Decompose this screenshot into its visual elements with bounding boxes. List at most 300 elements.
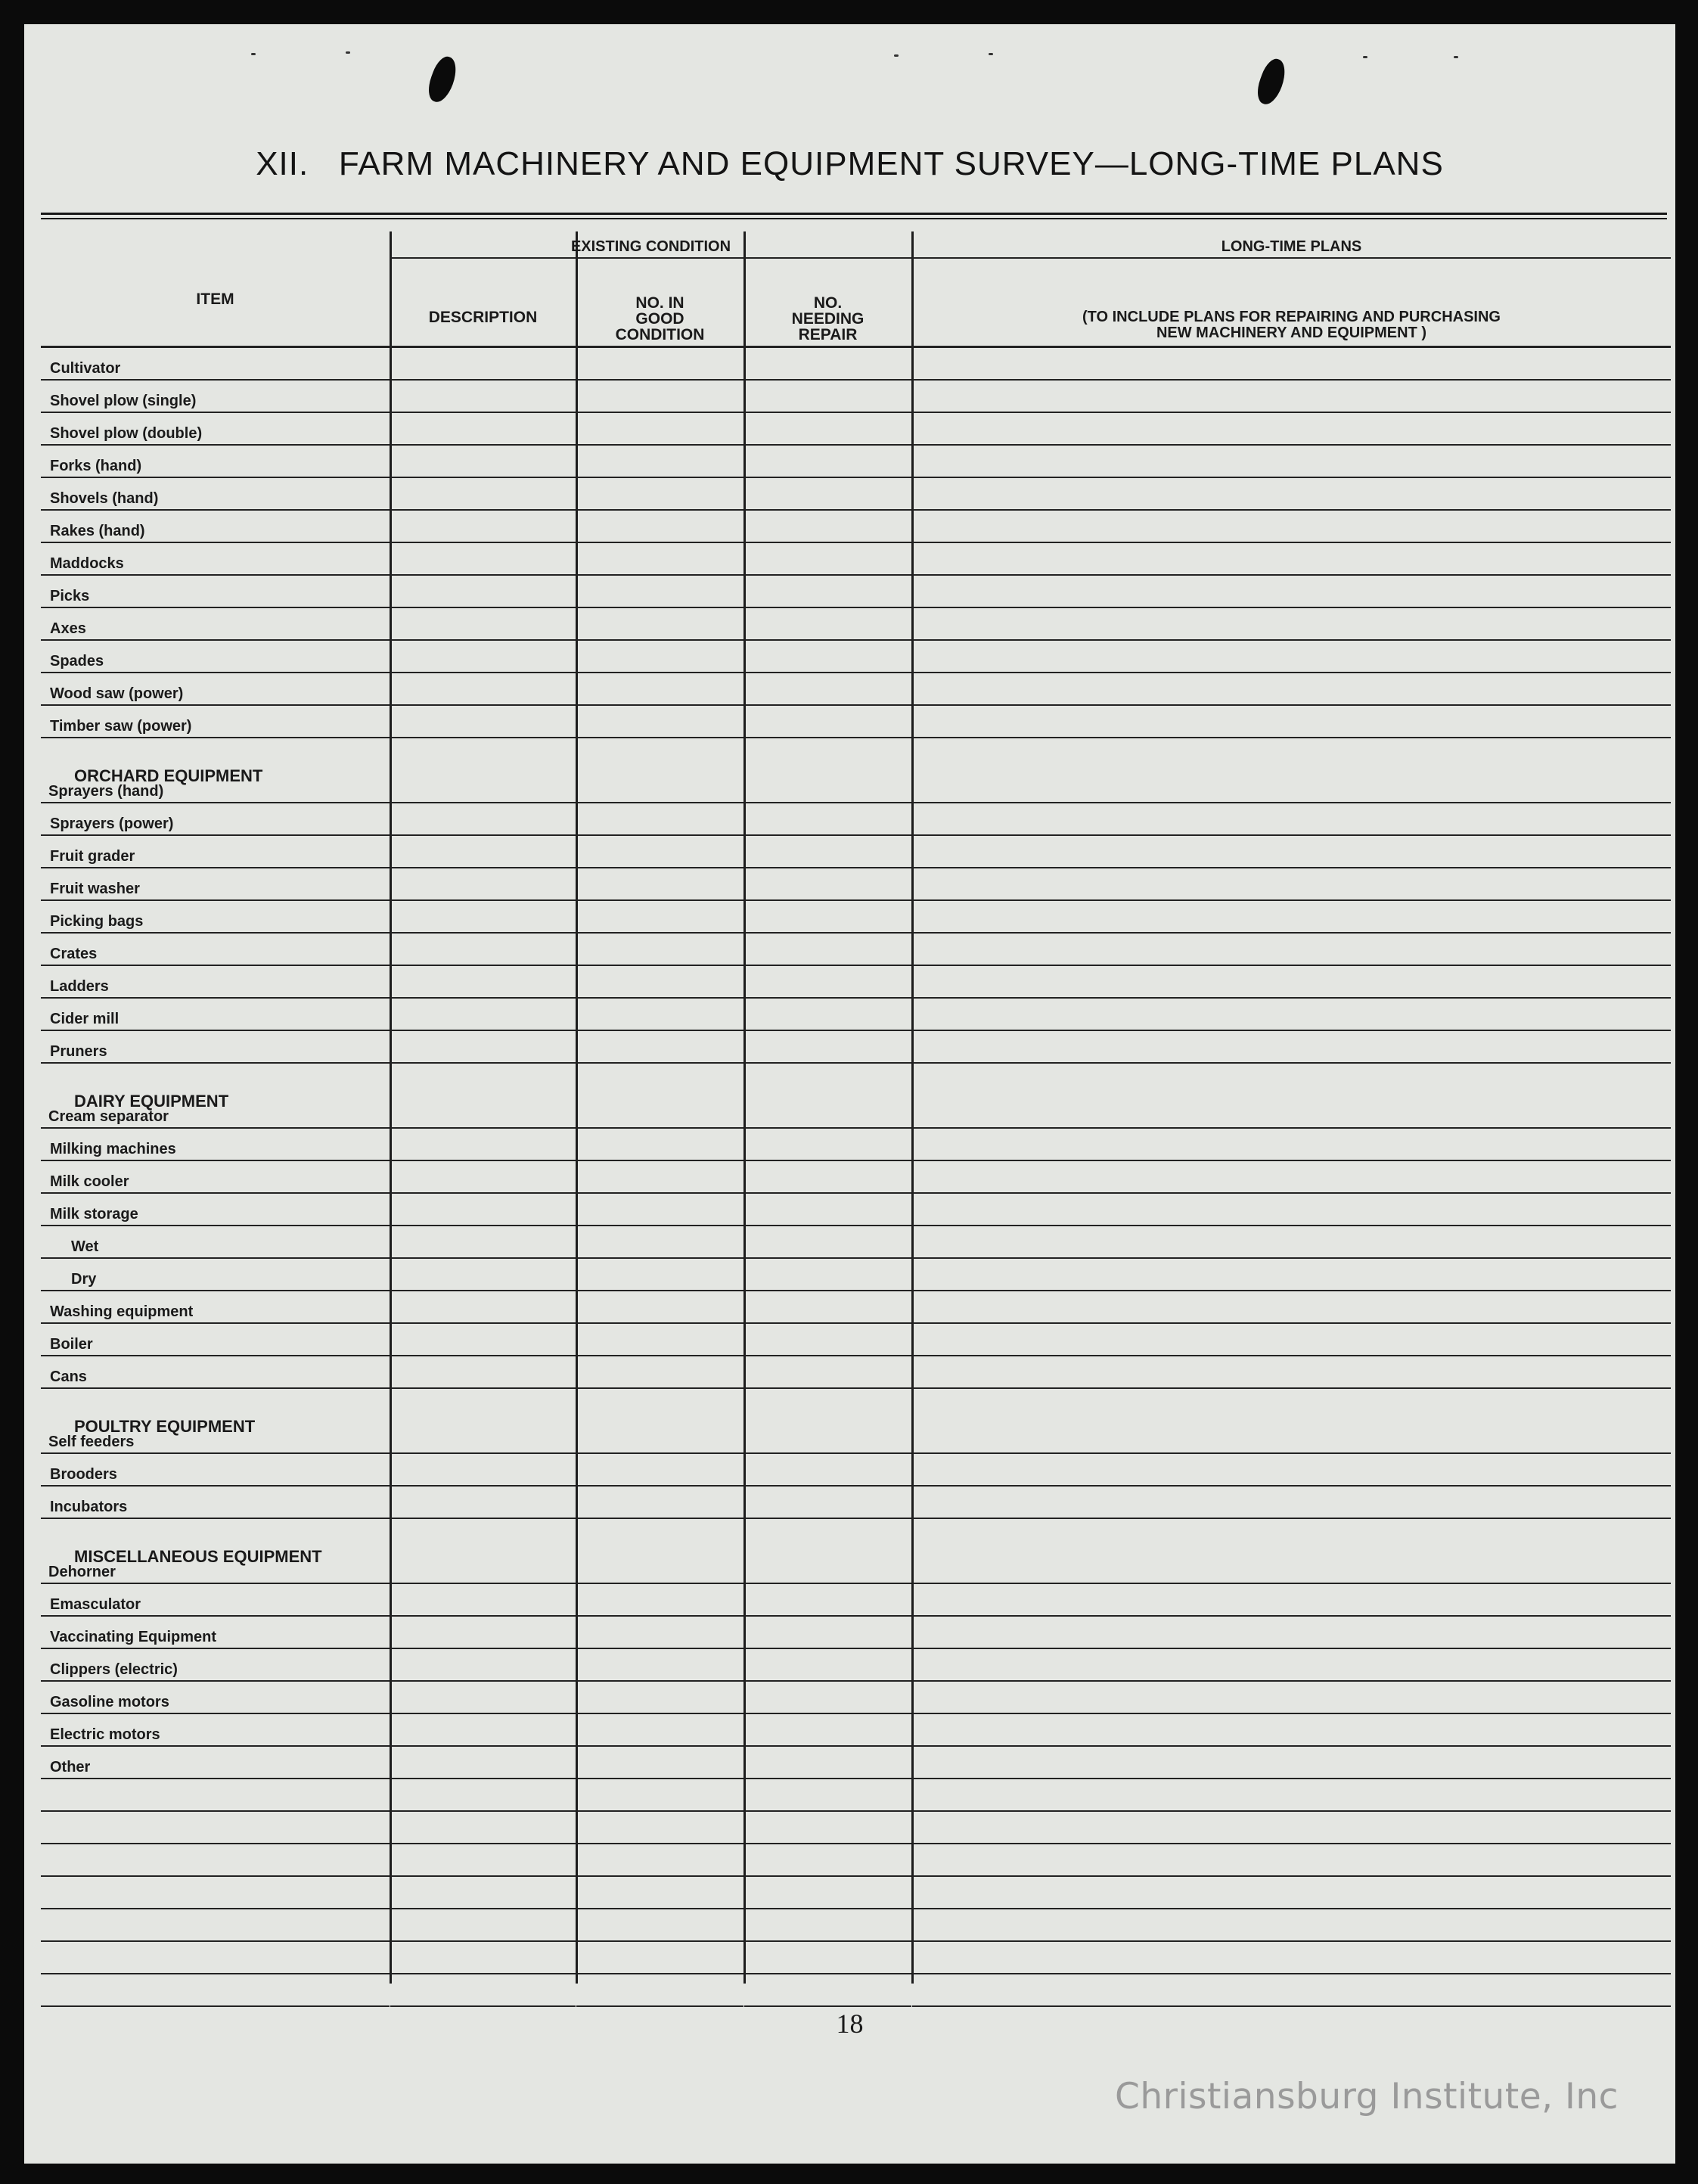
entry-field-line[interactable] — [912, 1355, 1671, 1356]
entry-field-line[interactable] — [390, 379, 576, 381]
entry-field-line[interactable] — [390, 932, 576, 934]
entry-field-line[interactable] — [744, 2005, 911, 2007]
entry-field-line[interactable] — [576, 1322, 743, 1324]
item-label: Self feeders — [48, 1434, 135, 1450]
item-label: Picking bags — [50, 913, 144, 930]
entry-field-line[interactable] — [912, 412, 1671, 413]
entry-field-line[interactable] — [390, 607, 576, 608]
item-label: Dry — [71, 1271, 97, 1288]
entry-field-line[interactable] — [912, 1127, 1671, 1129]
document-page — [24, 24, 1675, 2164]
entry-field-line[interactable] — [912, 1387, 1671, 1389]
entry-field-line[interactable] — [744, 704, 911, 706]
entry-field-line[interactable] — [744, 1648, 911, 1649]
entry-field-line[interactable] — [744, 1615, 911, 1617]
entry-field-line[interactable] — [912, 1030, 1671, 1031]
entry-field-line[interactable] — [390, 1908, 576, 1909]
entry-field-line[interactable] — [390, 1225, 576, 1226]
entry-field-line[interactable] — [576, 932, 743, 934]
entry-field-line[interactable] — [744, 1192, 911, 1194]
header-existing-condition: EXISTING CONDITION — [570, 238, 731, 255]
section-heading: POULTRY EQUIPMENT — [74, 1417, 256, 1436]
entry-field-line[interactable] — [576, 444, 743, 446]
item-label: Sprayers (power) — [50, 816, 174, 832]
entry-field-line[interactable] — [576, 1225, 743, 1226]
entry-field-line[interactable] — [390, 965, 576, 966]
entry-field-line[interactable] — [390, 737, 576, 738]
entry-field-line[interactable] — [744, 802, 911, 803]
entry-field-line[interactable] — [744, 1062, 911, 1064]
punch-hole — [424, 54, 461, 106]
entry-field-line[interactable] — [912, 1875, 1671, 1877]
entry-field-line[interactable] — [912, 1518, 1671, 1519]
entry-field-line[interactable] — [744, 1452, 911, 1454]
entry-field-line[interactable] — [744, 379, 911, 381]
entry-field-line[interactable] — [912, 1257, 1671, 1259]
item-label: Crates — [50, 946, 98, 962]
header-long-time-plans: LONG-TIME PLANS — [1221, 238, 1362, 255]
item-row-line — [41, 834, 390, 836]
item-row-line — [41, 1745, 390, 1747]
entry-field-line[interactable] — [912, 1615, 1671, 1617]
item-row-line — [41, 1518, 390, 1519]
entry-field-line[interactable] — [576, 1615, 743, 1617]
entry-field-line[interactable] — [912, 965, 1671, 966]
item-row-line — [41, 1713, 390, 1714]
entry-field-line[interactable] — [390, 1973, 576, 1974]
entry-field-line[interactable] — [912, 607, 1671, 608]
entry-field-line[interactable] — [744, 574, 911, 576]
item-row-line — [41, 542, 390, 543]
header-no-needing-repair: NO. NEEDING REPAIR — [791, 294, 865, 343]
entry-field-line[interactable] — [576, 704, 743, 706]
entry-field-line[interactable] — [576, 867, 743, 868]
entry-field-line[interactable] — [912, 1160, 1671, 1161]
entry-field-line[interactable] — [576, 1485, 743, 1487]
item-label: Fruit grader — [50, 848, 135, 865]
item-label: Pruners — [50, 1043, 107, 1060]
entry-field-line[interactable] — [744, 997, 911, 999]
item-label: Shovel plow (double) — [50, 425, 203, 442]
entry-field-line[interactable] — [390, 867, 576, 868]
entry-field-line[interactable] — [576, 2005, 743, 2007]
entry-field-line[interactable] — [576, 1745, 743, 1747]
entry-field-line[interactable] — [390, 412, 576, 413]
entry-field-line[interactable] — [912, 997, 1671, 999]
item-label: Shovels (hand) — [50, 490, 159, 507]
entry-field-line[interactable] — [744, 639, 911, 641]
item-row-line — [41, 1973, 390, 1974]
entry-field-line[interactable] — [390, 1257, 576, 1259]
entry-field-line[interactable] — [390, 639, 576, 641]
entry-field-line[interactable] — [744, 1160, 911, 1161]
paper-speck — [1454, 56, 1458, 58]
entry-field-line[interactable] — [390, 509, 576, 511]
entry-field-line[interactable] — [744, 1908, 911, 1909]
item-label: Fruit washer — [50, 881, 140, 897]
item-label: Sprayers (hand) — [48, 783, 164, 800]
section-heading: ORCHARD EQUIPMENT — [74, 766, 263, 785]
entry-field-line[interactable] — [576, 997, 743, 999]
entry-field-line[interactable] — [576, 1257, 743, 1259]
entry-field-line[interactable] — [576, 1192, 743, 1194]
entry-field-line[interactable] — [912, 899, 1671, 901]
entry-field-line[interactable] — [576, 639, 743, 641]
entry-field-line[interactable] — [744, 1583, 911, 1584]
item-label: Ladders — [50, 978, 109, 995]
entry-field-line[interactable] — [744, 1322, 911, 1324]
entry-field-line[interactable] — [390, 899, 576, 901]
entry-field-line[interactable] — [576, 607, 743, 608]
item-row-line — [41, 379, 390, 381]
entry-field-line[interactable] — [912, 1940, 1671, 1942]
item-row-line — [41, 2005, 390, 2007]
entry-field-line[interactable] — [390, 1615, 576, 1617]
item-label: Spades — [50, 653, 104, 669]
item-row-line — [41, 1648, 390, 1649]
entry-field-line[interactable] — [744, 965, 911, 966]
entry-field-line[interactable] — [390, 1843, 576, 1844]
entry-field-line[interactable] — [744, 1745, 911, 1747]
entry-field-line[interactable] — [912, 1908, 1671, 1909]
entry-field-line[interactable] — [744, 1778, 911, 1779]
entry-field-line[interactable] — [744, 1257, 911, 1259]
item-label: Brooders — [50, 1466, 117, 1483]
item-row-line — [41, 477, 390, 478]
item-label: Boiler — [50, 1336, 93, 1353]
entry-field-line[interactable] — [390, 1127, 576, 1129]
paper-speck — [346, 51, 350, 54]
paper-speck — [894, 54, 899, 57]
item-row-line — [41, 932, 390, 934]
entry-field-line[interactable] — [576, 1355, 743, 1356]
entry-field-line[interactable] — [576, 1810, 743, 1812]
item-label: Emasculator — [50, 1596, 141, 1613]
item-row-line — [41, 1485, 390, 1487]
entry-field-line[interactable] — [576, 1940, 743, 1942]
item-label: Other — [50, 1759, 91, 1775]
entry-field-line[interactable] — [744, 672, 911, 673]
entry-field-line[interactable] — [576, 899, 743, 901]
item-row-line — [41, 1225, 390, 1226]
entry-field-line[interactable] — [744, 1030, 911, 1031]
item-row-line — [41, 1062, 390, 1064]
column-rule — [576, 231, 578, 1984]
item-label: Cider mill — [50, 1011, 120, 1027]
entry-field-line[interactable] — [744, 1127, 911, 1129]
item-row-line — [41, 1322, 390, 1324]
item-row-line — [41, 1030, 390, 1031]
item-row-line — [41, 574, 390, 576]
entry-field-line[interactable] — [912, 542, 1671, 543]
paper-speck — [1363, 56, 1367, 58]
header-rule — [390, 257, 911, 259]
paper-speck — [251, 53, 256, 55]
item-row-line — [41, 1875, 390, 1877]
entry-field-line[interactable] — [744, 1485, 911, 1487]
entry-field-line[interactable] — [390, 1387, 576, 1389]
item-row-line — [41, 1355, 390, 1356]
section-heading: DAIRY EQUIPMENT — [74, 1092, 229, 1111]
entry-field-line[interactable] — [744, 1940, 911, 1942]
entry-field-line[interactable] — [912, 672, 1671, 673]
entry-field-line[interactable] — [390, 1290, 576, 1291]
entry-field-line[interactable] — [744, 834, 911, 836]
entry-field-line[interactable] — [744, 1225, 911, 1226]
entry-field-line[interactable] — [912, 867, 1671, 868]
entry-field-line[interactable] — [390, 1713, 576, 1714]
item-row-line — [41, 867, 390, 868]
entry-field-line[interactable] — [912, 1225, 1671, 1226]
item-label: Shovel plow (single) — [50, 393, 197, 409]
entry-field-line[interactable] — [744, 412, 911, 413]
entry-field-line[interactable] — [912, 1810, 1671, 1812]
entry-field-line[interactable] — [576, 1648, 743, 1649]
entry-field-line[interactable] — [912, 834, 1671, 836]
entry-field-line[interactable] — [912, 477, 1671, 478]
item-label: Vaccinating Equipment — [50, 1629, 217, 1645]
entry-field-line[interactable] — [912, 1192, 1671, 1194]
entry-field-line[interactable] — [744, 1290, 911, 1291]
entry-field-line[interactable] — [576, 1160, 743, 1161]
entry-field-line[interactable] — [576, 1973, 743, 1974]
header-description: DESCRIPTION — [428, 309, 538, 326]
entry-field-line[interactable] — [744, 1875, 911, 1877]
entry-field-line[interactable] — [912, 509, 1671, 511]
entry-field-line[interactable] — [912, 737, 1671, 738]
entry-field-line[interactable] — [390, 542, 576, 543]
item-row-line — [41, 1387, 390, 1389]
header-bottom-rule — [41, 346, 1671, 348]
page-title: XII. FARM MACHINERY AND EQUIPMENT SURVEY—LONG-TIME PLANS — [256, 145, 1444, 182]
item-row-line — [41, 1452, 390, 1454]
item-row-line — [41, 412, 390, 413]
entry-field-line[interactable] — [912, 1713, 1671, 1714]
item-label: Cans — [50, 1368, 87, 1385]
entry-field-line[interactable] — [912, 932, 1671, 934]
entry-field-line[interactable] — [576, 509, 743, 511]
column-rule — [911, 231, 914, 1984]
entry-field-line[interactable] — [744, 1387, 911, 1389]
entry-field-line[interactable] — [744, 932, 911, 934]
entry-field-line[interactable] — [744, 509, 911, 511]
entry-field-line[interactable] — [576, 412, 743, 413]
item-row-line — [41, 1940, 390, 1942]
entry-field-line[interactable] — [744, 867, 911, 868]
entry-field-line[interactable] — [576, 379, 743, 381]
item-row-line — [41, 1615, 390, 1617]
item-label: Dehorner — [48, 1564, 116, 1580]
entry-field-line[interactable] — [912, 1485, 1671, 1487]
entry-field-line[interactable] — [390, 444, 576, 446]
item-row-line — [41, 672, 390, 673]
entry-field-line[interactable] — [912, 444, 1671, 446]
entry-field-line[interactable] — [744, 1713, 911, 1714]
entry-field-line[interactable] — [390, 1940, 576, 1942]
entry-field-line[interactable] — [744, 1810, 911, 1812]
entry-field-line[interactable] — [744, 1355, 911, 1356]
entry-field-line[interactable] — [390, 1355, 576, 1356]
punch-hole — [1253, 56, 1290, 108]
entry-field-line[interactable] — [390, 704, 576, 706]
entry-field-line[interactable] — [744, 444, 911, 446]
entry-field-line[interactable] — [390, 1875, 576, 1877]
entry-field-line[interactable] — [390, 1030, 576, 1031]
entry-field-line[interactable] — [912, 1583, 1671, 1584]
item-label: Cultivator — [50, 360, 121, 377]
entry-field-line[interactable] — [912, 1062, 1671, 1064]
item-row-line — [41, 704, 390, 706]
item-label: Picks — [50, 588, 90, 604]
item-label: Cream separator — [48, 1108, 169, 1125]
column-rule — [743, 231, 746, 1984]
entry-field-line[interactable] — [390, 2005, 576, 2007]
entry-field-line[interactable] — [912, 574, 1671, 576]
entry-field-line[interactable] — [912, 802, 1671, 803]
item-row-line — [41, 509, 390, 511]
entry-field-line[interactable] — [744, 1843, 911, 1844]
entry-field-line[interactable] — [390, 574, 576, 576]
entry-field-line[interactable] — [390, 1192, 576, 1194]
entry-field-line[interactable] — [390, 1160, 576, 1161]
entry-field-line[interactable] — [390, 997, 576, 999]
entry-field-line[interactable] — [576, 1778, 743, 1779]
item-row-line — [41, 1778, 390, 1779]
section-heading: MISCELLANEOUS EQUIPMENT — [74, 1547, 322, 1566]
header-long-time-plans-note: (TO INCLUDE PLANS FOR REPAIRING AND PURCHASING NEW MACHINERY AND EQUIPMENT ) — [1082, 309, 1501, 341]
item-label: Milking machines — [50, 1141, 176, 1157]
column-rule — [390, 231, 392, 1984]
entry-field-line[interactable] — [576, 1387, 743, 1389]
entry-field-line[interactable] — [912, 2005, 1671, 2007]
entry-field-line[interactable] — [744, 1518, 911, 1519]
entry-field-line[interactable] — [744, 737, 911, 738]
entry-field-line[interactable] — [576, 1680, 743, 1682]
entry-field-line[interactable] — [576, 1127, 743, 1129]
entry-field-line[interactable] — [912, 1745, 1671, 1747]
item-label: Electric motors — [50, 1726, 160, 1743]
entry-field-line[interactable] — [912, 639, 1671, 641]
watermark: Christiansburg Institute, Inc — [1115, 2076, 1619, 2117]
entry-field-line[interactable] — [390, 1322, 576, 1324]
page-number: 18 — [836, 2008, 864, 2039]
header-no-good-condition: NO. IN GOOD CONDITION — [615, 294, 705, 343]
entry-field-line[interactable] — [912, 1973, 1671, 1974]
entry-field-line[interactable] — [576, 834, 743, 836]
item-label: Rakes (hand) — [50, 523, 145, 539]
item-label: Washing equipment — [50, 1303, 194, 1320]
title-rule — [41, 218, 1667, 219]
item-label: Axes — [50, 620, 86, 637]
entry-field-line[interactable] — [576, 672, 743, 673]
entry-field-line[interactable] — [576, 1518, 743, 1519]
entry-field-line[interactable] — [912, 1680, 1671, 1682]
survey-form-table — [41, 224, 1671, 2002]
item-row-line — [41, 444, 390, 446]
entry-field-line[interactable] — [576, 1843, 743, 1844]
header-item: ITEM — [196, 290, 234, 308]
entry-field-line[interactable] — [390, 1062, 576, 1064]
entry-field-line[interactable] — [576, 477, 743, 478]
item-label: Maddocks — [50, 555, 124, 572]
entry-field-line[interactable] — [576, 1290, 743, 1291]
header-rule — [912, 257, 1671, 259]
entry-field-line[interactable] — [576, 1908, 743, 1909]
entry-field-line[interactable] — [576, 737, 743, 738]
entry-field-line[interactable] — [576, 1875, 743, 1877]
entry-field-line[interactable] — [912, 1290, 1671, 1291]
entry-field-line[interactable] — [390, 1518, 576, 1519]
entry-field-line[interactable] — [390, 672, 576, 673]
entry-field-line[interactable] — [390, 1648, 576, 1649]
entry-field-line[interactable] — [576, 1062, 743, 1064]
entry-field-line[interactable] — [912, 1648, 1671, 1649]
item-row-line — [41, 1680, 390, 1682]
entry-field-line[interactable] — [912, 379, 1671, 381]
item-label: Clippers (electric) — [50, 1661, 178, 1678]
item-label: Milk storage — [50, 1206, 138, 1222]
entry-field-line[interactable] — [744, 1680, 911, 1682]
entry-field-line[interactable] — [390, 1485, 576, 1487]
entry-field-line[interactable] — [912, 704, 1671, 706]
entry-field-line[interactable] — [390, 802, 576, 803]
entry-field-line[interactable] — [390, 1680, 576, 1682]
item-label: Gasoline motors — [50, 1694, 169, 1710]
item-label: Incubators — [50, 1499, 128, 1515]
item-row-line — [41, 1810, 390, 1812]
entry-field-line[interactable] — [576, 1452, 743, 1454]
entry-field-line[interactable] — [576, 1030, 743, 1031]
entry-field-line[interactable] — [576, 802, 743, 803]
item-row-line — [41, 1127, 390, 1129]
entry-field-line[interactable] — [912, 1322, 1671, 1324]
paper-speck — [989, 53, 993, 55]
entry-field-line[interactable] — [576, 965, 743, 966]
item-row-line — [41, 965, 390, 966]
item-row-line — [41, 1290, 390, 1291]
entry-field-line[interactable] — [744, 607, 911, 608]
item-row-line — [41, 1843, 390, 1844]
item-label: Milk cooler — [50, 1173, 129, 1190]
entry-field-line[interactable] — [390, 1583, 576, 1584]
entry-field-line[interactable] — [744, 899, 911, 901]
entry-field-line[interactable] — [912, 1843, 1671, 1844]
item-row-line — [41, 802, 390, 803]
entry-field-line[interactable] — [390, 834, 576, 836]
entry-field-line[interactable] — [576, 1713, 743, 1714]
entry-field-line[interactable] — [576, 574, 743, 576]
entry-field-line[interactable] — [912, 1452, 1671, 1454]
entry-field-line[interactable] — [744, 542, 911, 543]
item-row-line — [41, 899, 390, 901]
entry-field-line[interactable] — [576, 1583, 743, 1584]
entry-field-line[interactable] — [912, 1778, 1671, 1779]
item-row-line — [41, 1908, 390, 1909]
item-label: Wet — [71, 1238, 99, 1255]
entry-field-line[interactable] — [390, 1778, 576, 1779]
entry-field-line[interactable] — [744, 1973, 911, 1974]
entry-field-line[interactable] — [744, 477, 911, 478]
item-row-line — [41, 1583, 390, 1584]
entry-field-line[interactable] — [576, 542, 743, 543]
entry-field-line[interactable] — [390, 1810, 576, 1812]
entry-field-line[interactable] — [390, 477, 576, 478]
item-row-line — [41, 737, 390, 738]
item-row-line — [41, 1192, 390, 1194]
item-label: Forks (hand) — [50, 458, 142, 474]
entry-field-line[interactable] — [390, 1745, 576, 1747]
entry-field-line[interactable] — [390, 1452, 576, 1454]
